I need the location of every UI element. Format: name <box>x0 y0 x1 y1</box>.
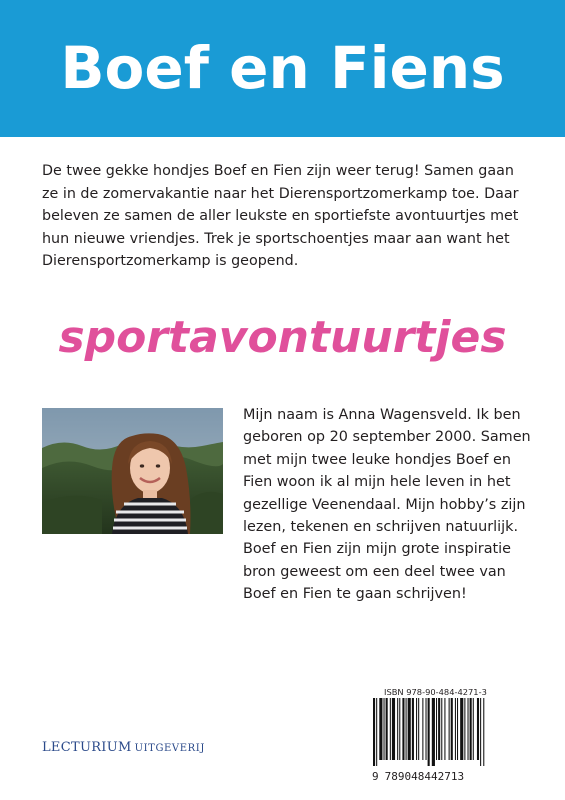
barcode-bar <box>376 698 377 766</box>
barcode-bar <box>386 698 388 760</box>
barcode-bar <box>441 698 442 760</box>
barcode-bar <box>432 698 435 766</box>
publisher-logo <box>42 736 205 755</box>
barcode-bar <box>422 698 423 760</box>
barcode-first-digit: 9 <box>372 770 379 783</box>
barcode-bar <box>408 698 411 760</box>
book-title: Boef en Fiens <box>60 34 505 102</box>
barcode-bar <box>483 698 484 766</box>
barcode-bar <box>449 698 450 760</box>
barcode-bar <box>464 698 465 760</box>
barcode-bar <box>460 698 463 760</box>
barcode-bar <box>468 698 469 760</box>
barcode-bar <box>480 698 481 766</box>
isbn-label: ISBN 978-90-484-4271-3 <box>384 687 487 697</box>
barcode-bar <box>397 698 398 760</box>
barcode-bar <box>392 698 395 760</box>
barcode-digits <box>372 770 522 784</box>
publisher-name: LECTURIUM <box>42 740 132 755</box>
barcode-bar <box>470 698 472 760</box>
barcode-bar <box>402 698 404 760</box>
barcode-bar <box>457 698 458 760</box>
barcode-number: 789048442713 <box>384 770 465 783</box>
barcode-bar <box>406 698 407 760</box>
barcode-bar <box>384 698 385 760</box>
barcode-bar <box>455 698 456 760</box>
barcode-bar <box>451 698 453 760</box>
back-cover-blurb: De twee gekke hondjes Boef en Fien zijn weer terug! Samen gaan ze in de zomervakantie naar het Dierensportzomerkamp toe. Daar beleven ze samen de aller leukste en sportiefste avontuurtjes met hun nieuwe vriendjes. Trek je sportschoentjes maar aan want het Dierensportzomerkamp is geopend. <box>42 163 519 269</box>
barcode-bar <box>379 698 382 760</box>
author-bio: Mijn naam is Anna Wagensveld. Ik ben geboren op 20 september 2000. Samen met mijn twee leuke hondjes Boef en Fien woon ik al mijn hele leven in het gezellige Veenendaal. Mijn hobby’s zijn lezen, tekenen en schrijven natuurlijk. Boef en Fien zijn mijn grote inspiratie bron geweest om een deel twee van Boef en Fien te gaan schrijven! <box>243 407 531 603</box>
barcode-bar <box>373 698 375 766</box>
author-photo-illustration <box>42 408 223 534</box>
barcode-bar <box>444 698 445 760</box>
barcode <box>370 698 522 766</box>
barcode-bar <box>438 698 440 760</box>
barcode-bar <box>390 698 391 760</box>
barcode-bar <box>416 698 417 760</box>
book-subtitle: sportavontuurtjes <box>58 312 507 363</box>
barcode-bar <box>477 698 479 760</box>
author-photo <box>42 408 223 534</box>
barcode-bar <box>412 698 414 760</box>
barcode-bar <box>473 698 474 760</box>
barcode-bar <box>428 698 430 766</box>
barcode-bar <box>436 698 437 760</box>
barcode-bar <box>426 698 427 760</box>
barcode-bar <box>418 698 419 760</box>
publisher-suffix: UITGEVERIJ <box>134 743 205 754</box>
barcode-bar <box>399 698 400 760</box>
